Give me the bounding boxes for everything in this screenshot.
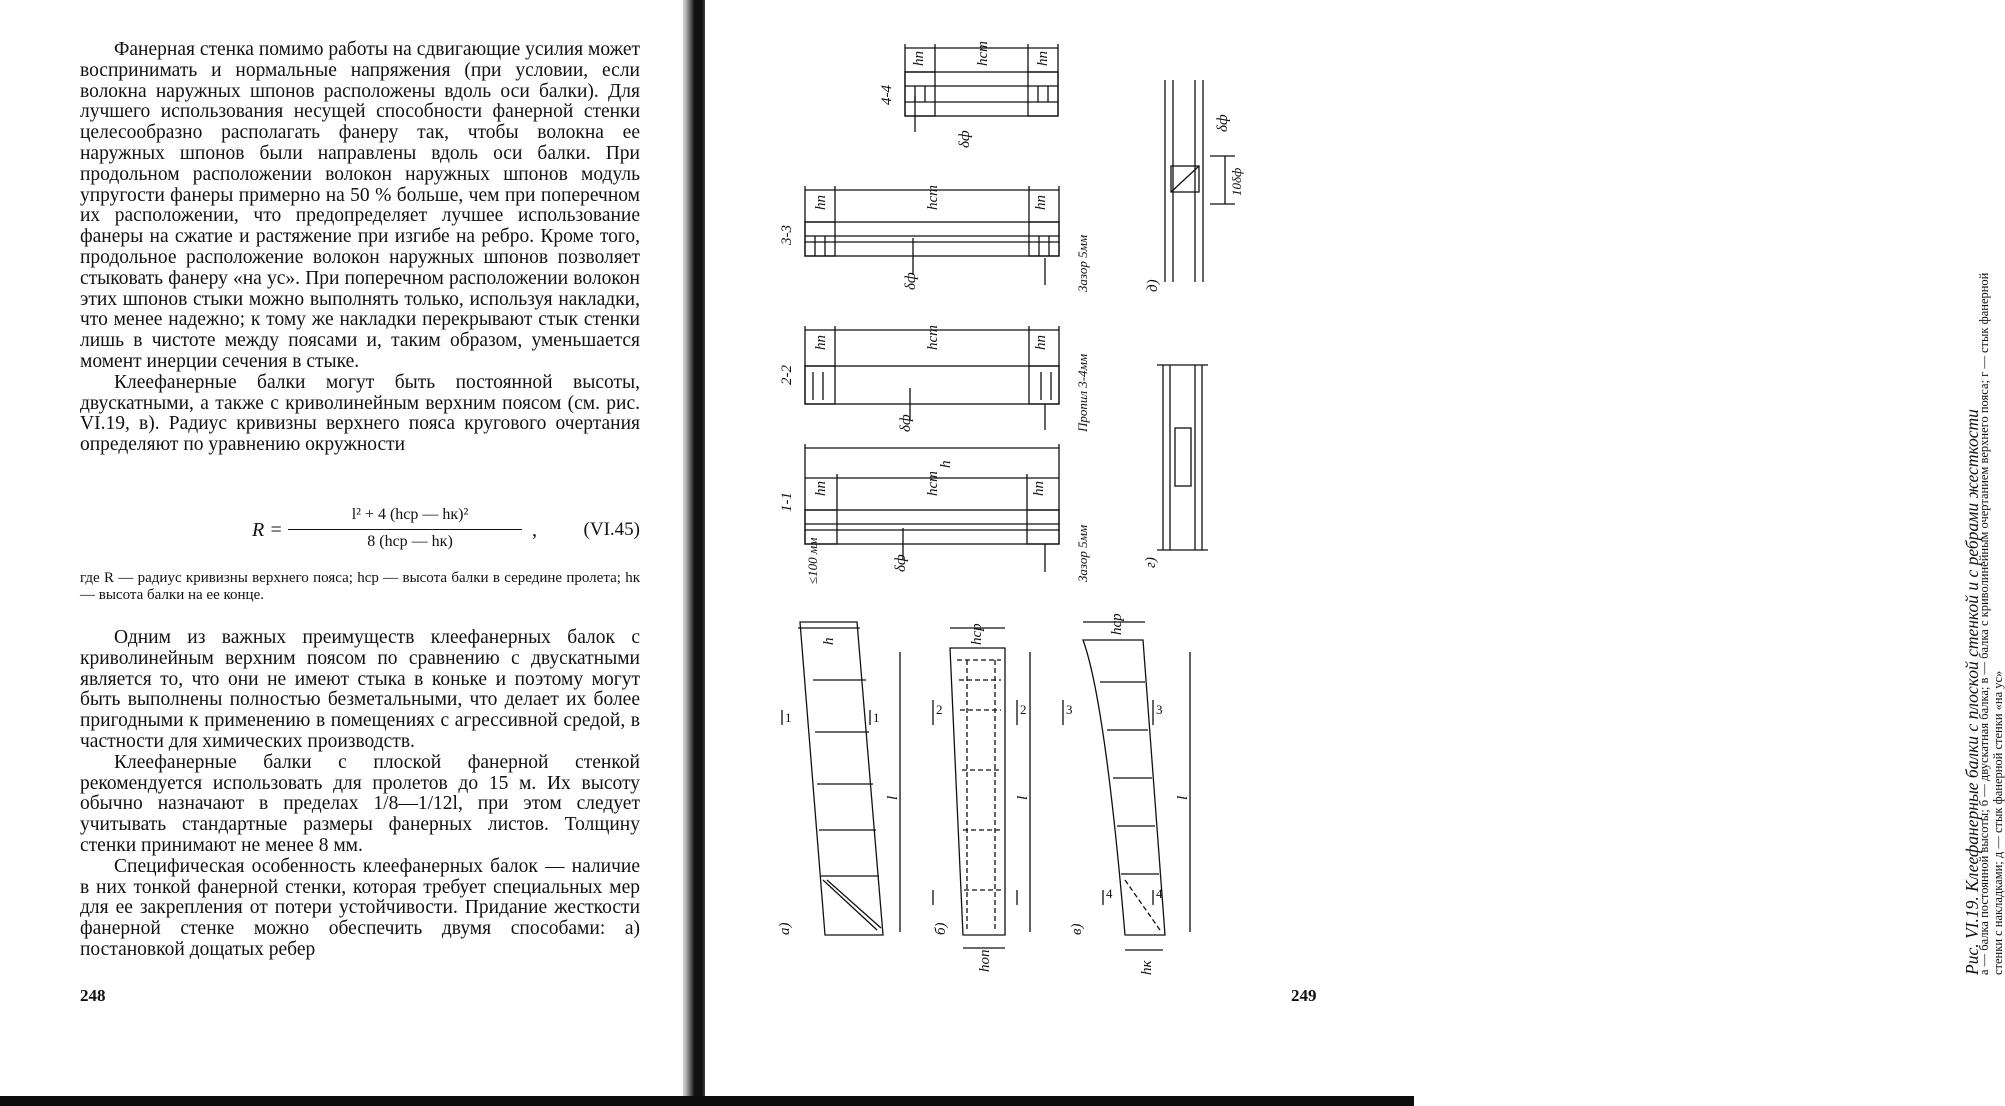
cut-mark-3: 3 — [1066, 702, 1073, 717]
figure-vi19 — [705, 0, 1414, 1106]
figure-caption-legend — [1977, 273, 2005, 975]
label-view-b: б) — [933, 922, 949, 935]
formula-explanation: где R — радиус кривизны верхнего пояса; hср — высота балки в середине пролета; hк — высота балки на ее конце. — [80, 570, 640, 603]
joint-d — [1165, 80, 1235, 282]
label-view-d: д) — [1145, 279, 1161, 292]
text-block-top — [80, 40, 640, 456]
beam-b — [933, 628, 1030, 948]
label-dph: δф — [893, 554, 909, 572]
label-section-1-1: 1-1 — [779, 492, 795, 512]
scan-bottom-edge — [0, 1096, 1414, 1106]
label-hst: hст — [975, 41, 991, 66]
label-dph: δф — [1215, 114, 1231, 132]
paragraph: Фанерная стенка помимо работы на сдвигающие усилия может воспринимать и нормальные напряжения (при условии, если волокна наружных шпонов расположены вдоль оси балки). Для лучшего использования несущей способности фанерной стенки целесообразно располагать фанеру так, чтобы волокна ее наружных шпонов были направлены вдоль оси балки. При продольном расположении волокон наружных шпонов модуль упругости фанеры примерно на 50 % больше, чем при поперечном их расположении, что предопределяет лучшее использование фанеры на сжатие и растяжение при изгибе на ребро. Кроме того, продольное расположение волокон наружных шпонов позволяет стыковать фанеру «на ус». При поперечном расположении волокон этих шпонов стыки можно выполнять только, используя накладки, что менее надежно; к тому же накладки перекрывают стык стенки лишь в чистоте между поясами и, таким образом, уменьшается момент инерции сечения в стыке. — [80, 39, 640, 372]
label-hk: hк — [1139, 960, 1155, 975]
label-h: h — [938, 460, 954, 468]
label-gap: Зазор 5мм — [1075, 234, 1090, 292]
left-page — [0, 0, 683, 1106]
formula-number: (VI.45) — [583, 519, 640, 540]
label-hp: hп — [813, 195, 829, 210]
formula-denominator: 8 (hср — hк) — [367, 533, 453, 550]
fraction-bar — [288, 529, 522, 530]
label-section-3-3: 3-3 — [779, 225, 795, 245]
label-gap-100: ≤100 мм — [805, 537, 820, 584]
label-view-a: а) — [777, 922, 793, 935]
cut-mark-4: 4 — [1156, 886, 1163, 901]
paragraph: Специфическая особенность клеефанерных балок — наличие в них тонкой фанерной стенки, которая требует специальных мер для ее закрепления от потери устойчивости. Придание жесткости фанерной стенке можно обеспечить двумя способами: а) постановкой дощатых ребер — [80, 855, 640, 960]
page-number-right: 249 — [1291, 986, 1317, 1005]
formula-numerator: l² + 4 (hср — hк)² — [351, 506, 469, 523]
label-dph: δф — [898, 414, 914, 432]
caption-legend-line: стенки с накладками; д — стык фанерной стенки «на ус» — [1991, 670, 2005, 975]
label-hop: hоп — [977, 949, 993, 972]
label-hst: hст — [925, 325, 941, 350]
formula-comma: , — [532, 519, 537, 541]
label-hst: hст — [925, 185, 941, 210]
label-hp: hп — [1035, 51, 1051, 66]
label-hp: hп — [1031, 481, 1047, 496]
label-dph: δф — [903, 272, 919, 290]
figure-caption-title: Рис. VI.19. Клеефанерные балки с плоской стенкой и с ребрами жесткости — [1962, 409, 1982, 975]
paragraph: Клеефанерные балки могут быть постоянной высоты, двускатными, а также с криволинейным верхним поясом (см. рис. VI.19, в). Радиус кривизны верхнего пояса кругового очертания определяют по уравнению окружности — [80, 371, 640, 456]
paragraph: Одним из важных преимуществ клеефанерных балок с криволинейным верхним поясом по сравнению с двускатными является то, что они не имеют стыка в коньке и поэтому могут быть выполнены полностью безметальными, что делает их более пригодными к применению в помещениях с агрессивной средой, в частности для химических производств. — [80, 627, 640, 752]
cut-mark-1: 1 — [873, 710, 880, 725]
formula-lhs: R = — [252, 519, 283, 541]
section-1-1 — [805, 444, 1059, 572]
label-h: h — [821, 637, 837, 645]
label-view-g: г) — [1143, 557, 1159, 568]
label-gap: Зазор 5мм — [1075, 524, 1090, 582]
beam-v — [1063, 622, 1190, 950]
page-number-left: 248 — [80, 986, 106, 1005]
cut-mark-3: 3 — [1156, 702, 1163, 717]
label-hsr: hср — [1109, 613, 1125, 635]
label-section-2-2: 2-2 — [779, 365, 795, 385]
label-l: l — [885, 795, 901, 800]
cut-mark-1: 1 — [785, 710, 792, 725]
label-hp: hп — [1033, 335, 1049, 350]
beam-a — [782, 622, 900, 935]
figure-labels — [777, 41, 1244, 975]
label-hp: hп — [813, 481, 829, 496]
label-hp: hп — [1033, 195, 1049, 210]
cut-mark-2: 2 — [936, 702, 943, 717]
cut-mark-4: 4 — [1106, 886, 1113, 901]
cut-mark-2: 2 — [1020, 702, 1027, 717]
label-hp: hп — [813, 335, 829, 350]
joint-g — [1157, 365, 1208, 550]
label-hsr: hср — [969, 623, 985, 645]
label-propil: Пропил 3-4мм — [1075, 353, 1090, 432]
label-10dph: 10δф — [1229, 167, 1244, 196]
text-block-bottom — [80, 628, 640, 961]
label-hp: hп — [911, 51, 927, 66]
label-section-4-4: 4-4 — [879, 85, 895, 105]
formula-vi45 — [80, 505, 640, 555]
label-l: l — [1175, 795, 1191, 800]
label-hst: hст — [925, 471, 941, 496]
paragraph: Клеефанерные балки с плоской фанерной стенкой рекомендуется использовать для пролетов до 15 м. Их высоту обычно назначают в пределах 1/8—1/12l, при этом следует учитывать стандартные размеры фанерных листов. Толщину стенки принимают не менее 8 мм. — [80, 751, 640, 856]
label-view-v: в) — [1069, 923, 1085, 935]
right-page — [705, 0, 2005, 1106]
caption-legend-line: а — балка постоянной высоты; б — двускатная балка; в — балка с криволинейным очертанием верхнего пояса; г — стык фанерной — [1977, 272, 1991, 975]
label-dph: δф — [957, 130, 973, 148]
label-l: l — [1015, 795, 1031, 800]
